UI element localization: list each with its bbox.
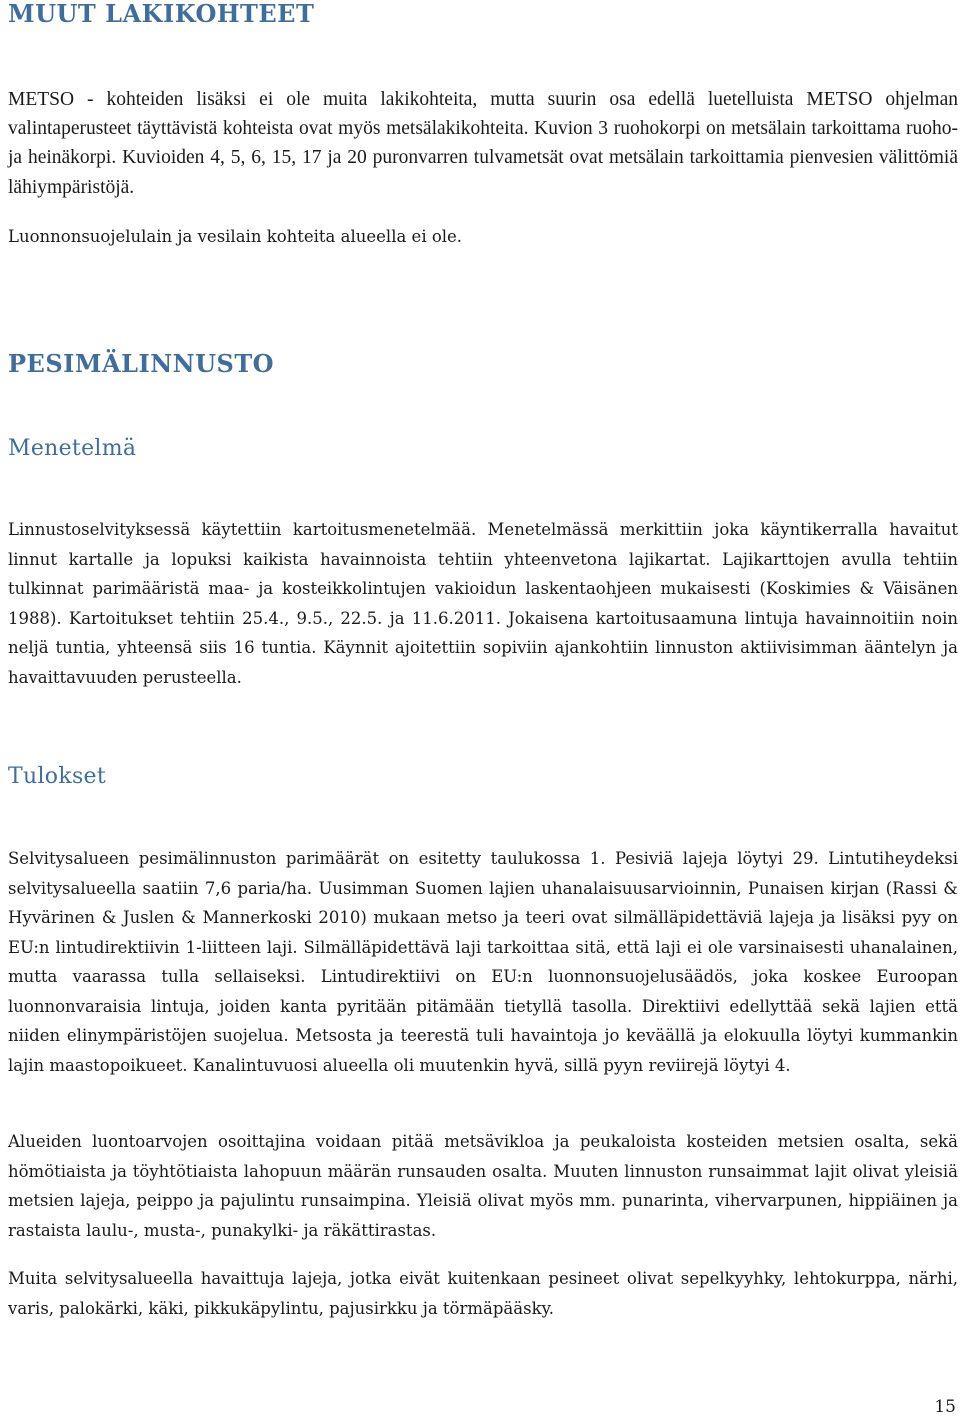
paragraph-tulokset-2: Alueiden luontoarvojen osoittajina voidaan pitää metsävikloa ja peukaloista kosteiden metsien osalta, sekä hömötiaista ja töyhtötiaista lahopuun määrän runsauden osalta. Muuten linnuston runsaimmat lajit olivat yleisiä metsien lajeja, peippo ja pajulintu runsaimpina. Yleisiä olivat myös mm. punarinta, vihervarpunen, hippiäinen ja rastaista laulu-, musta-, punakylki- ja räkättirastas. xyxy=(8,1132,958,1240)
page-number: 15 xyxy=(934,1397,956,1417)
paragraph-muut-lakikohteet-2: Luonnonsuojelulain ja vesilain kohteita alueella ei ole. xyxy=(8,227,463,246)
section-heading-muut-lakikohteet: MUUT LAKIKOHTEET xyxy=(8,0,315,28)
subsection-heading-tulokset: Tulokset xyxy=(8,764,107,789)
paragraph-menetelma-1: Linnustoselvityksessä käytettiin kartoitusmenetelmää. Menetelmässä merkittiin joka käyntikerralla havaitut linnut kartalle ja lopuksi kaikista havainnoista tehtiin yhteenvetona lajikartat. Lajikarttojen avulla tehtiin tulkinnat parimääristä maa- ja kosteikkolintujen vakioidun laskentaohjeen mukaisesti (Koskimies & Väisänen 1988). Kartoitukset tehtiin 25.4., 9.5., 22.5. ja 11.6.2011. Jokaisena kartoitusaamuna lintuja havainnoitiin noin neljä tuntia, yhteensä siis 16 tuntia. Käynnit ajoitettiin sopiviin ajankohtiin linnuston aktiivisimman ääntelyn ja havaittavuuden perusteella. xyxy=(8,520,958,687)
paragraph-tulokset-3: Muita selvitysalueella havaittuja lajeja, jotka eivät kuitenkaan pesineet olivat sepelkyyhky, lehtokurppa, närhi, varis, palokärki, käki, pikkukäpylintu, pajusirkku ja törmäpääsky. xyxy=(8,1269,958,1318)
subsection-heading-menetelma: Menetelmä xyxy=(8,436,137,461)
paragraph-muut-lakikohteet-1: METSO - kohteiden lisäksi ei ole muita lakikohteita, mutta suurin osa edellä luetelluista METSO ohjelman valintaperusteet täyttävistä kohteista ovat myös metsälakikohteita. Kuvion 3 ruohokorpi on metsälain tarkoittama ruoho- ja heinäkorpi. Kuvioiden 4, 5, 6, 15, 17 ja 20 puronvarren tulvametsät ovat metsälain tarkoittamia pienvesien välittömiä lähiympäristöjä. xyxy=(8,89,958,198)
paragraph-tulokset-1: Selvitysalueen pesimälinnuston parimäärät on esitetty taulukossa 1. Pesiviä lajeja löytyi 29. Lintutiheydeksi selvitysalueella saatiin 7,6 paria/ha. Uusimman Suomen lajien uhanalaisuusarvioinnin, Punaisen kirjan (Rassi & Hyvärinen & Juslen & Mannerkoski 2010) mukaan metso ja teeri ovat silmälläpidettäviä lajeja ja lisäksi pyy on EU:n lintudirektiivin 1-liitteen laji. Silmälläpidettävä laji tarkoittaa sitä, että laji ei ole varsinaisesti uhanalainen, mutta vaarassa tulla sellaiseksi. Lintudirektiivi on EU:n luonnonsuojelusäädös, joka koskee Euroopan luonnonvaraisia lintuja, joiden kanta pyritään pitämään tietyllä tasolla. Direktiivi edellyttää sekä lajien että niiden elinympäristöjen suojelua. Metsosta ja teerestä tuli havaintoja jo keväällä ja elokuulla löytyi kummankin lajin maastopoikueet. Kanalintuvuosi alueella oli muutenkin hyvä, sillä pyyn reviirejä löytyi 4. xyxy=(8,849,958,1075)
document-page xyxy=(8,0,958,1419)
section-heading-pesimalinnusto: PESIMÄLINNUSTO xyxy=(8,349,275,378)
